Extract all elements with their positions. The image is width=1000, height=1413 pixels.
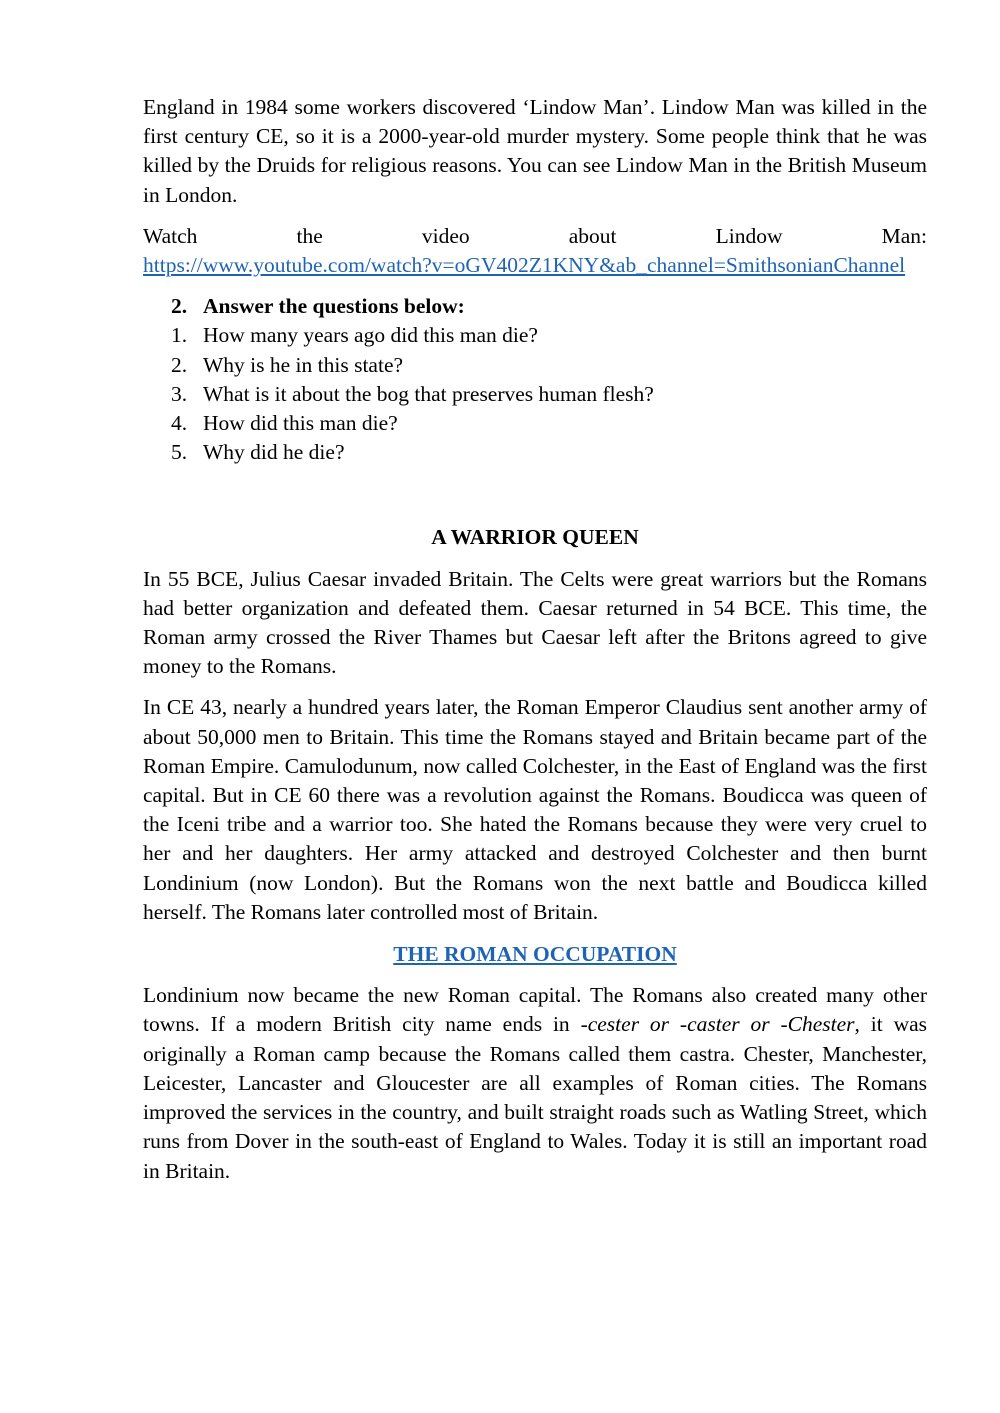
question-number: 1.: [171, 323, 188, 348]
watch-word: Watch: [143, 223, 198, 248]
watch-word: video: [421, 223, 470, 248]
questions-heading-number: 2.: [171, 294, 188, 319]
watch-word: Man:: [881, 223, 927, 248]
watch-word: about: [568, 223, 617, 248]
question-item: [171, 409, 927, 438]
question-text: How many years ago did this man die?: [203, 323, 538, 348]
warrior-queen-paragraph-2: In CE 43, nearly a hundred years later, the Roman Emperor Claudius sent another army of about 50,000 men to Britain. This time the Romans stayed and Britain became part of the Roman Empire. Camulodunum, now called Colchester, in the East of England was the first capital. But in CE 60 there was a revolution against the Romans. Boudicca was queen of the Iceni tribe and a warrior too. She hated the Romans because they were very cruel to her and her daughters. Her army attacked and destroyed Colchester and then burnt Londinium (now London). But the Romans won the next battle and Boudicca killed herself. The Romans later controlled most of Britain.: [143, 695, 927, 924]
warrior-queen-heading: A WARRIOR QUEEN: [431, 525, 639, 550]
question-number: 3.: [171, 381, 188, 406]
intro-paragraph: England in 1984 some workers discovered ‘Lindow Man’. Lindow Man was killed in the first century CE, so it is a 2000-year-old murder mystery. Some people think that he was killed by the Druids for religious reasons. You can see Lindow Man in the British Museum in London.: [143, 95, 927, 207]
question-number: 4.: [171, 411, 188, 436]
roman-occupation-italic-suffixes: -cester or -caster or -Chester: [580, 1012, 855, 1037]
questions-list: [143, 292, 927, 467]
roman-occupation-text-1: Londinium now became the new Roman capital. The Romans also created many other towns. If a modern British city name ends in: [143, 983, 927, 1037]
roman-occupation-text-2: , it was originally a Roman camp because the Romans called them castra. Chester, Manchester, Leicester, Lancaster and Gloucester are all examples of Roman cities. The Romans improved the services in the country, and built straight roads such as Watling Street, which runs from Dover in the south-east of England to Wales. Today it is still an important road in Britain.: [143, 1012, 928, 1183]
question-item: [171, 321, 927, 350]
question-text: What is it about the bog that preserves human flesh?: [203, 381, 654, 406]
question-item: [171, 351, 927, 380]
watch-word: Lindow: [715, 223, 783, 248]
watch-word: the: [296, 223, 323, 248]
questions-heading: [171, 292, 927, 321]
question-text: How did this man die?: [203, 411, 398, 436]
question-number: 5.: [171, 440, 188, 465]
document-page: [143, 93, 927, 1186]
question-text: Why is he in this state?: [203, 352, 404, 377]
watch-video-line: [143, 222, 927, 251]
questions-heading-text: Answer the questions below:: [203, 294, 465, 319]
roman-occupation-paragraph: [143, 981, 927, 1185]
youtube-video-link[interactable]: https://www.youtube.com/watch?v=oGV402Z1KNY&ab_channel=SmithsonianChannel: [143, 253, 906, 278]
roman-occupation-heading: THE ROMAN OCCUPATION: [393, 942, 677, 967]
question-text: Why did he die?: [203, 440, 345, 465]
question-item: [171, 380, 927, 409]
question-number: 2.: [171, 352, 188, 377]
warrior-queen-paragraph-1: In 55 BCE, Julius Caesar invaded Britain. The Celts were great warriors but the Romans had better organization and defeated them. Caesar returned in 54 BCE. This time, the Roman army crossed the River Thames but Caesar left after the Britons agreed to give money to the Romans.: [143, 566, 927, 679]
question-item: [171, 438, 927, 467]
